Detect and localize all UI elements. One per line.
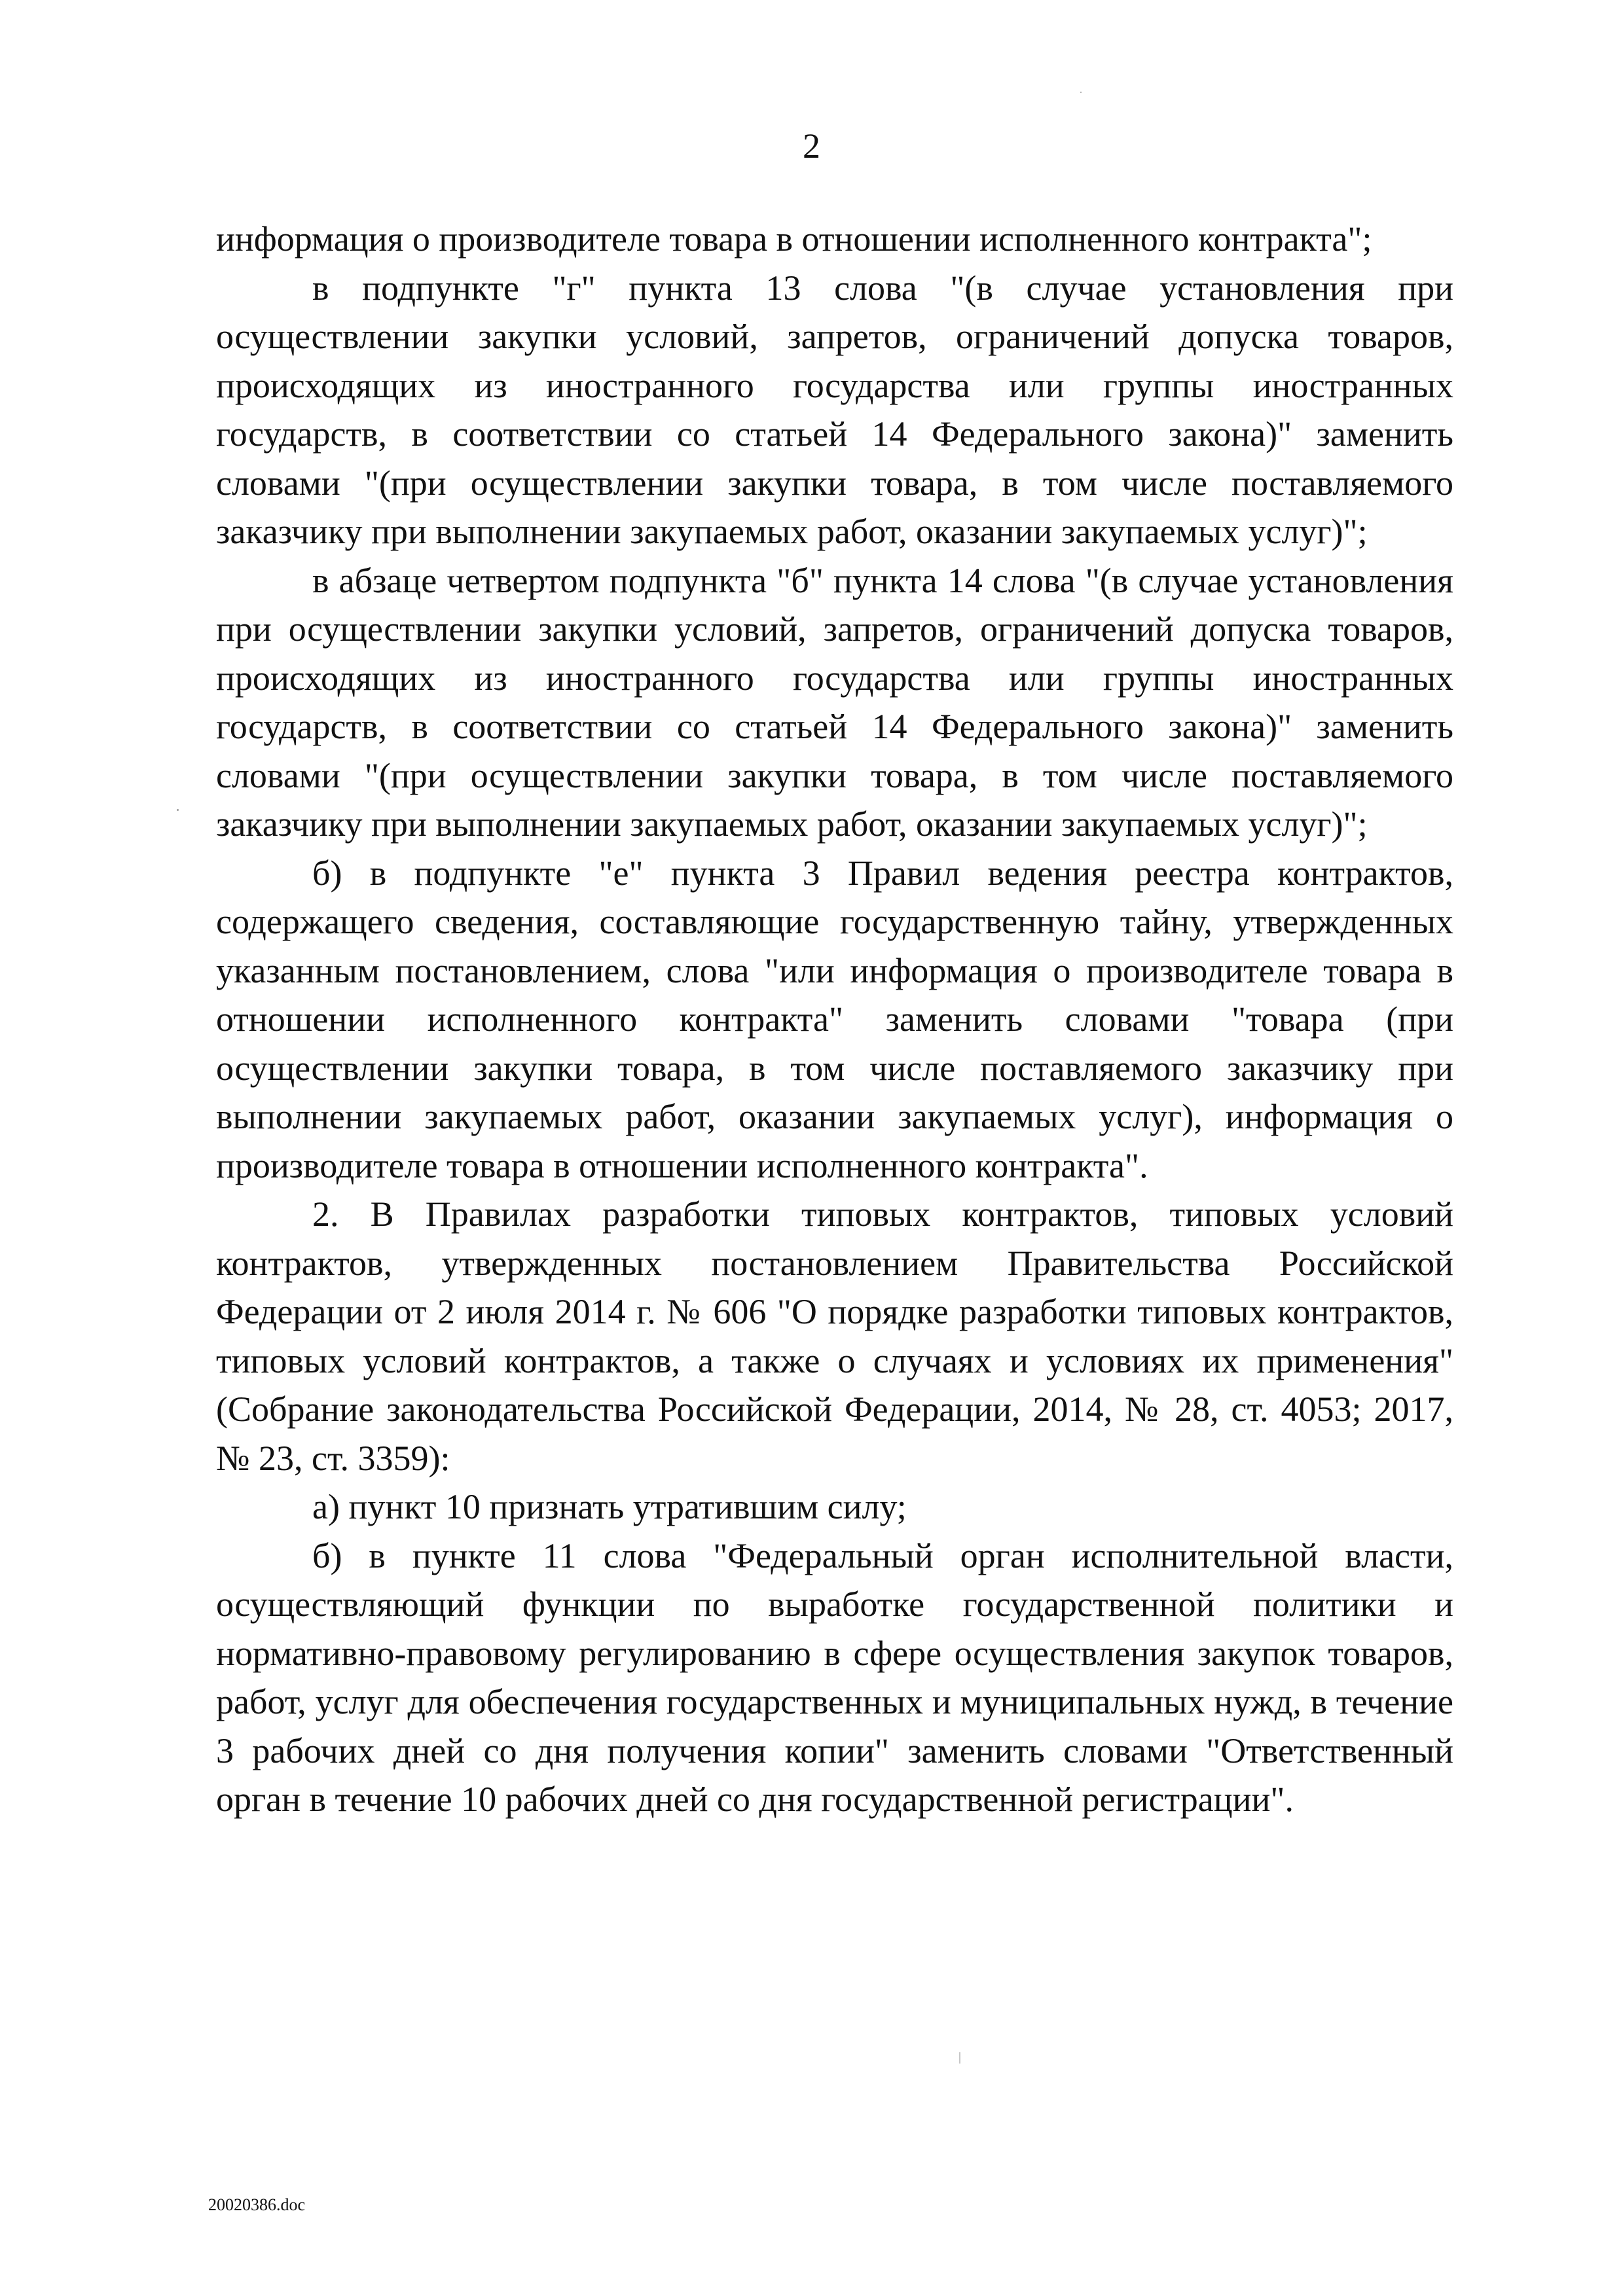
scan-speck xyxy=(959,2052,960,2064)
paragraph-point-2: 2. В Правилах разработки типовых контрактов, типовых условий контрактов, утвержденных постановлением Правительства Российской Федерации от 2 июля 2014 г. № 606 "О порядке разработки типовых контрактов, типовых условий контрактов, а также о случаях и условиях их применения" (Собрание законодательства Российской Федерации, 2014, № 28, ст. 4053; 2017, № 23, ст. 3359): xyxy=(216,1194,1453,1478)
scan-speck xyxy=(177,809,179,811)
paragraph-item-a: а) пункт 10 признать утратившим силу; xyxy=(312,1487,907,1526)
paragraph-continuation: информация о производителе товара в отношении исполненного контракта"; xyxy=(216,219,1372,259)
paragraph-item-b-registry: б) в подпункте "е" пункта 3 Правил ведения реестра контрактов, содержащего сведения, составляющие государственную тайну, утвержденных указанным постановлением, слова "или информация о производителе товара в отношении исполненного контракта" заменить словами "товара (при осуществлении закупки товара, в том числе поставляемого заказчику при выполнении закупаемых работ, оказании закупаемых услуг), информация о производителе товара в отношении исполненного контракта". xyxy=(216,853,1453,1185)
paragraph-subpoint-b-14: в абзаце четвертом подпункта "б" пункта 14 слова "(в случае установления при осуществлении закупки условий, запретов, ограничений допуска товаров, происходящих из иностранного государства или группы иностранных государств, в соответствии со статьей 14 Федерального закона)" заменить словами "(при осуществлении закупки товара, в том числе поставляемого заказчику при выполнении закупаемых работ, оказании закупаемых услуг)"; xyxy=(216,560,1453,844)
document-body xyxy=(216,215,1453,1824)
footer-filename: 20020386.doc xyxy=(208,2195,306,2214)
paragraph-subpoint-g: в подпункте "г" пункта 13 слова "(в случае установления при осуществлении закупки условий, запретов, ограничений допуска товаров, происходящих из иностранного государства или группы иностранных государств, в соответствии со статьей 14 Федерального закона)" заменить словами "(при осуществлении закупки товара, в том числе поставляемого заказчику при выполнении закупаемых работ, оказании закупаемых услуг)"; xyxy=(216,268,1453,551)
page-number: 2 xyxy=(803,126,820,166)
paragraph-item-b-11: б) в пункте 11 слова "Федеральный орган исполнительной власти, осуществляющий функции по выработке государственной политики и нормативно-правовому регулированию в сфере осуществления закупок товаров, работ, услуг для обеспечения государственных и муниципальных нужд, в течение 3 рабочих дней со дня получения копии" заменить словами "Ответственный орган в течение 10 рабочих дней со дня государственной регистрации". xyxy=(216,1535,1453,1819)
scan-speck xyxy=(1080,92,1082,93)
